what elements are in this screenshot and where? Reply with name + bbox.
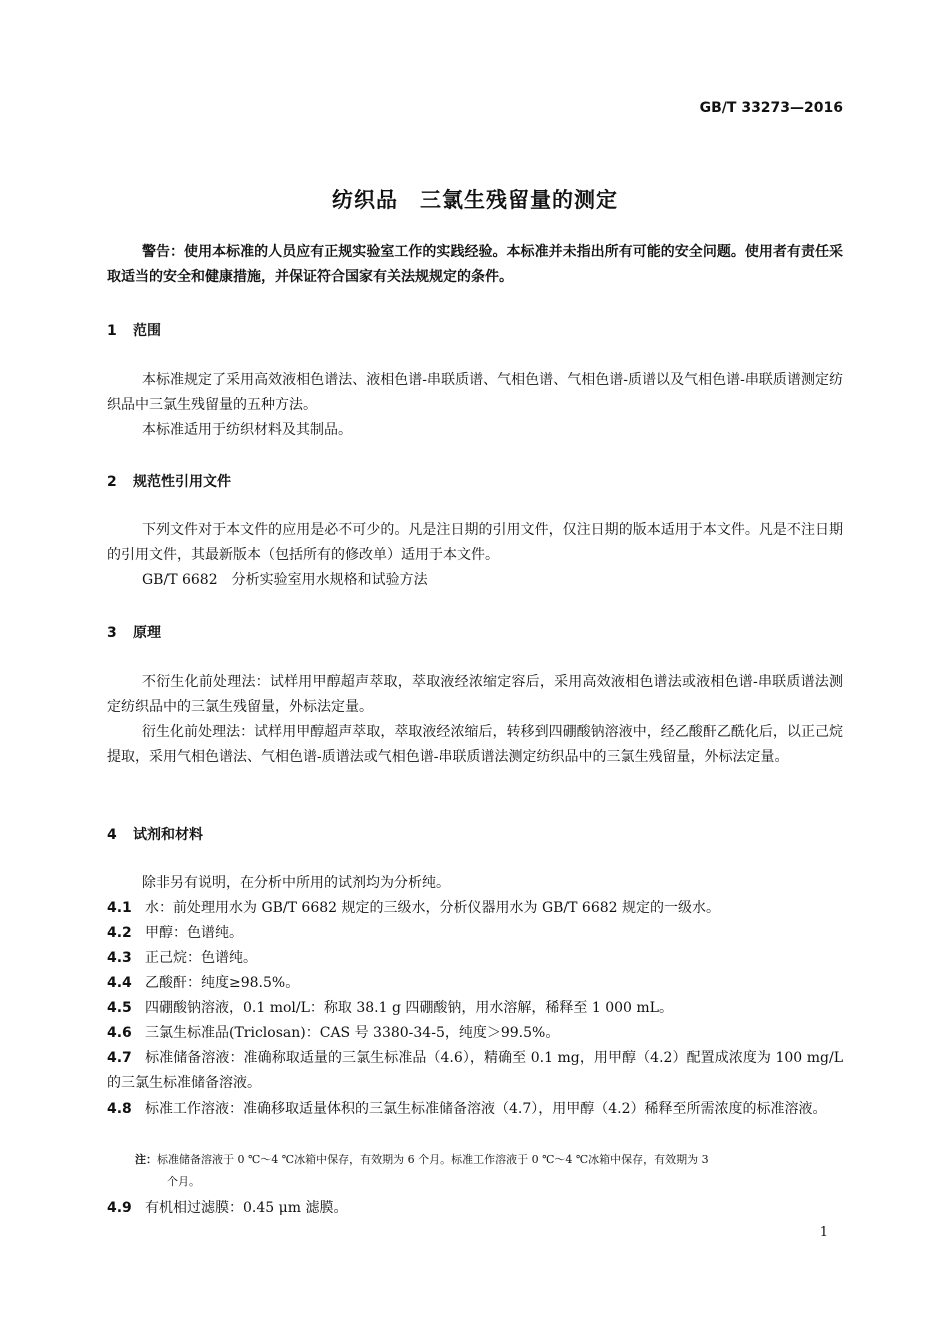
section-number: 1 bbox=[107, 323, 117, 339]
section-3-paragraph-2: 衍生化前处理法：试样用甲醇超声萃取，萃取液经浓缩后，转移到四硼酸钠溶液中，经乙酸酐乙酰化后，以正己烷提取，采用气相色谱法、气相色谱-质谱法或气相色谱-串联质谱法测定纺织品中的三氯生残留量，外标法定量。 bbox=[107, 724, 843, 765]
section-number: 2 bbox=[107, 474, 117, 490]
clause-number: 4.7 bbox=[107, 1050, 132, 1066]
clause-4-7 bbox=[107, 1046, 843, 1096]
section-4-intro: 除非另有说明，在分析中所用的试剂均为分析纯。 bbox=[142, 875, 450, 891]
note-line-2: 个月。 bbox=[167, 1175, 200, 1188]
section-title: 规范性引用文件 bbox=[133, 474, 231, 490]
clause-4-4 bbox=[107, 971, 843, 996]
page-number: 1 bbox=[819, 1225, 828, 1240]
clause-number: 4.2 bbox=[107, 925, 132, 941]
clause-4-1 bbox=[107, 896, 843, 921]
section-title: 原理 bbox=[133, 625, 161, 641]
section-number: 3 bbox=[107, 625, 117, 641]
clause-text: 乙酸酐：纯度≥98.5%。 bbox=[145, 975, 300, 991]
clause-4-6 bbox=[107, 1021, 843, 1046]
warning-paragraph: 警告：使用本标准的人员应有正规实验室工作的实践经验。本标准并未指出所有可能的安全问题。使用者有责任采取适当的安全和健康措施，并保证符合国家有关法规规定的条件。 bbox=[107, 244, 843, 285]
clause-4-3 bbox=[107, 946, 843, 971]
document-title: 纺织品 三氯生残留量的测定 bbox=[332, 188, 618, 212]
note bbox=[135, 1149, 843, 1193]
clause-number: 4.6 bbox=[107, 1025, 132, 1041]
clause-4-8 bbox=[107, 1097, 843, 1122]
note-label: 注： bbox=[135, 1153, 157, 1166]
clause-text: 水：前处理用水为 GB/T 6682 规定的三级水，分析仪器用水为 GB/T 6682 规定的一级水。 bbox=[145, 900, 721, 916]
section-title: 范围 bbox=[133, 323, 161, 339]
clause-number: 4.4 bbox=[107, 975, 132, 991]
clause-text: 有机相过滤膜：0.45 μm 滤膜。 bbox=[145, 1200, 348, 1216]
section-2-paragraph-1: 下列文件对于本文件的应用是必不可少的。凡是注日期的引用文件，仅注日期的版本适用于本文件。凡是不注日期的引用文件，其最新版本（包括所有的修改单）适用于本文件。 bbox=[107, 522, 843, 563]
clause-4-5 bbox=[107, 996, 843, 1021]
standard-code: GB/T 33273—2016 bbox=[699, 100, 843, 116]
clause-text: 标准工作溶液：准确移取适量体积的三氯生标准储备溶液（4.7），用甲醇（4.2）稀释至所需浓度的标准溶液。 bbox=[145, 1101, 827, 1117]
section-2-heading bbox=[107, 471, 231, 491]
clause-text: 甲醇：色谱纯。 bbox=[145, 925, 243, 941]
section-number: 4 bbox=[107, 827, 117, 843]
clause-number: 4.9 bbox=[107, 1200, 132, 1216]
clause-text: 四硼酸钠溶液，0.1 mol/L：称取 38.1 g 四硼酸钠，用水溶解，稀释至 1 000 mL。 bbox=[145, 1000, 673, 1016]
clause-text: 三氯生标准品(Triclosan)：CAS 号 3380-34-5，纯度＞99.5%。 bbox=[145, 1025, 560, 1041]
section-1-paragraph-2: 本标准适用于纺织材料及其制品。 bbox=[142, 422, 352, 438]
section-1-paragraph-1: 本标准规定了采用高效液相色谱法、液相色谱-串联质谱、气相色谱、气相色谱-质谱以及气相色谱-串联质谱测定纺织品中三氯生残留量的五种方法。 bbox=[107, 372, 843, 413]
section-title: 试剂和材料 bbox=[133, 827, 203, 843]
clause-text: 标准储备溶液：准确称取适量的三氯生标准品（4.6），精确至 0.1 mg，用甲醇（4.2）配置成浓度为 100 mg/L 的三氯生标准储备溶液。 bbox=[107, 1050, 843, 1091]
clause-number: 4.3 bbox=[107, 950, 132, 966]
normative-reference: GB/T 6682 分析实验室用水规格和试验方法 bbox=[142, 572, 428, 588]
clause-text: 正己烷：色谱纯。 bbox=[145, 950, 257, 966]
section-3-heading bbox=[107, 622, 161, 642]
note-text: 标准储备溶液于 0 ℃～4 ℃冰箱中保存，有效期为 6 个月。标准工作溶液于 0 ℃～4 ℃冰箱中保存，有效期为 3 bbox=[157, 1153, 709, 1166]
section-3-paragraph-1: 不衍生化前处理法：试样用甲醇超声萃取，萃取液经浓缩定容后，采用高效液相色谱法或液相色谱-串联质谱法测定纺织品中的三氯生残留量，外标法定量。 bbox=[107, 674, 843, 715]
section-4-heading bbox=[107, 824, 203, 844]
clause-4-9 bbox=[107, 1196, 843, 1221]
clause-number: 4.8 bbox=[107, 1101, 132, 1117]
clause-number: 4.5 bbox=[107, 1000, 132, 1016]
clause-number: 4.1 bbox=[107, 900, 132, 916]
clause-4-2 bbox=[107, 921, 843, 946]
note-line-1 bbox=[135, 1149, 843, 1171]
section-1-heading bbox=[107, 320, 161, 340]
